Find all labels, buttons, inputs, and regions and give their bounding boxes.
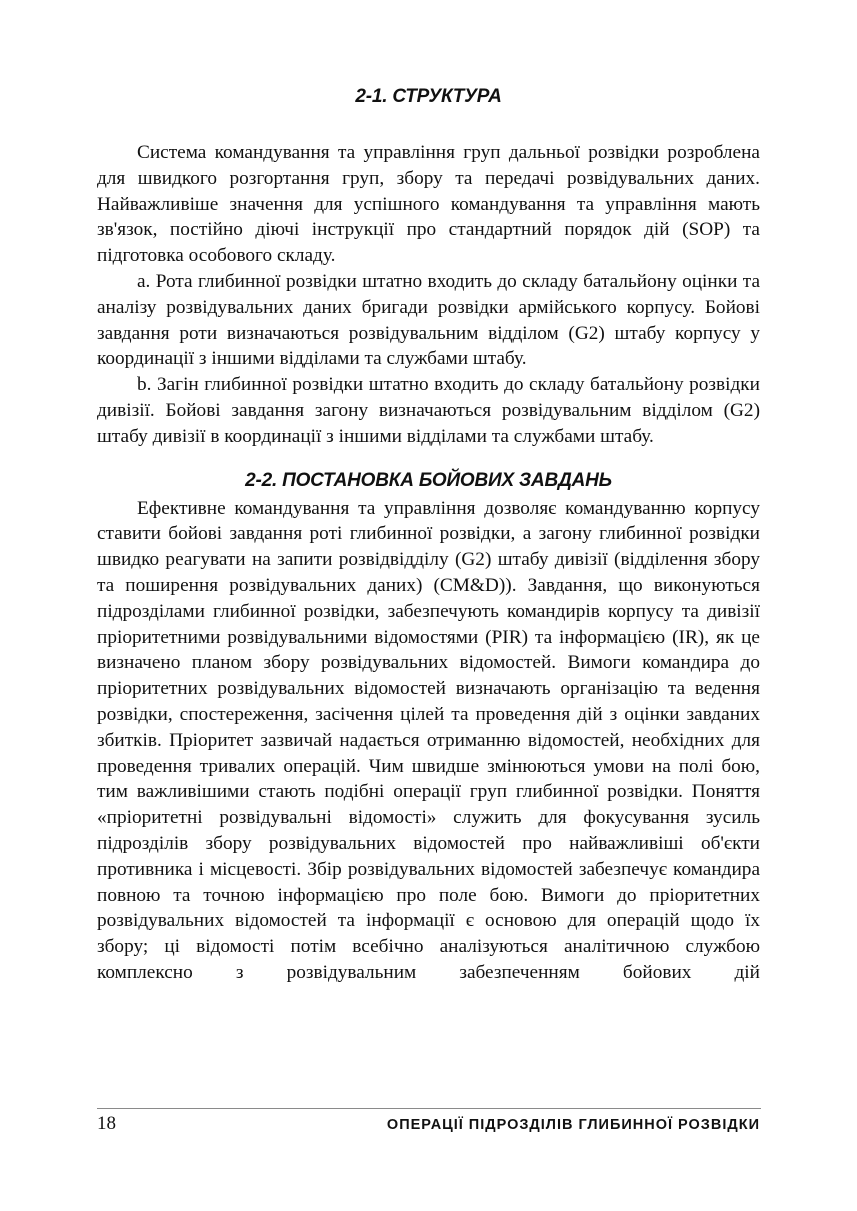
- page-number: 18: [97, 1113, 116, 1134]
- paragraph-item-b: b. Загін глибинної розвідки штатно входить до складу батальйону розвідки дивізії. Бойові завдання загону визначаються розвідувальним відділом (G2) штабу дивізії в координації з іншими відділами та службами штабу.: [97, 374, 760, 447]
- paragraph-item-a: a. Рота глибинної розвідки штатно входить до складу батальйону оцінки та аналізу розвідувальних даних бригади розвідки армійського корпусу. Бойові завдання роти визначаються розвідувальним відділом (G2) штабу корпусу у координації з іншими відділами та службами штабу.: [97, 270, 760, 370]
- section-title-structure: 2-1. СТРУКТУРА: [355, 86, 502, 107]
- paragraph-structure-intro: Система командування та управління груп дальньої розвідки розроблена для швидкого розгортання груп, збору та передачі розвідувальних даних. Найважливіше значення для успішного командування та управління мають зв'язок, постійно діючі інструкції про стандартний порядок дій (SOP) та підготовка особового складу.: [97, 142, 760, 267]
- section-title-tasking: 2-2. ПОСТАНОВКА БОЙОВИХ ЗАВДАНЬ: [245, 469, 612, 491]
- page-content: [97, 84, 760, 986]
- footer-divider: [97, 1108, 761, 1109]
- paragraph-tasking: Ефективне командування та управління дозволяє командуванню корпусу ставити бойові завдання роті глибинної розвідки, а загону глибинної розвідки швидко реагувати на запити розвідвідділу (G2) штабу дивізії (відділення збору та поширення розвідувальних даних) (CM&D)). Завдання, що виконуються підрозділами глибинної розвідки, забезпечують командирів корпусу та дивізії пріоритетними розвідувальними відомостями (PIR) та інформацією (IR), як це визначено планом збору розвідувальних відомостей. Вимоги командира до пріоритетних розвідувальних відомостей визначають організацію та ведення розвідки, спостереження, засічення цілей та проведення дій з оцінки завданих збитків. Пріоритет зазвичай надається отриманню відомостей, необхідних для проведення тривалих операцій. Чим швидше змінюються умови на полі бою, тим важливішими стають подібні операції груп глибинної розвідки. Поняття «пріоритетні розвідувальні відомості» служить для фокусування зусиль підрозділів збору розвідувальних відомостей про найважливіші об'єкти противника і місцевості. Збір розвідувальних відомостей забезпечує командира повною та точною інформацією про поле бою. Вимоги до пріоритетних розвідувальних відомостей та інформації є основою для операцій щодо їх збору; ці відомості потім всебічно аналізуються аналітичною службою комплексно з розвідувальним забезпеченням бойових дій: [97, 497, 760, 983]
- running-title: ОПЕРАЦІЇ ПІДРОЗДІЛІВ ГЛИБИННОЇ РОЗВІДКИ: [386, 1117, 760, 1133]
